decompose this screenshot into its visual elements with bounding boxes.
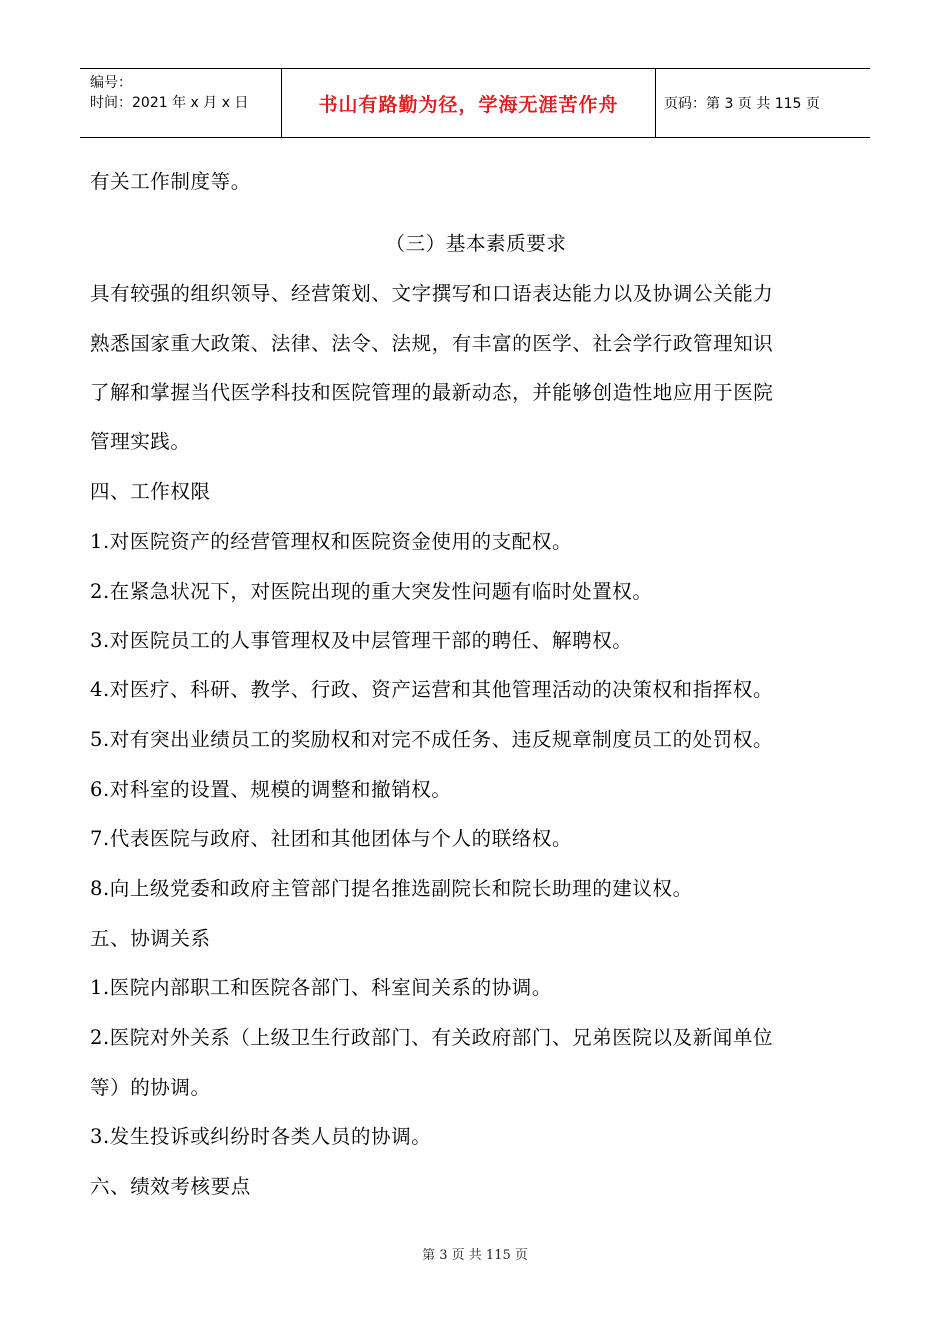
list-item: 2.在紧急状况下，对医院出现的重大突发性问题有临时处置权。 xyxy=(90,580,653,603)
list-item: 3.发生投诉或纠纷时各类人员的协调。 xyxy=(90,1125,432,1148)
header-motto: 书山有路勤为径，学海无涯苦作舟 xyxy=(282,69,656,137)
footer-page-number: 第 3 页 共 115 页 xyxy=(422,1248,528,1263)
list-item: 6.对科室的设置、规模的调整和撤销权。 xyxy=(90,778,452,801)
section-heading: 五、协调关系 xyxy=(90,927,211,950)
section-heading: 六、绩效考核要点 xyxy=(90,1175,251,1198)
body-line: 了解和掌握当代医学科技和医院管理的最新动态，并能够创造性地应用于医院 xyxy=(90,381,774,404)
header-number-label: 编号： xyxy=(90,75,132,91)
list-item: 3.对医院员工的人事管理权及中层管理干部的聘任、解聘权。 xyxy=(90,629,633,652)
list-item: 8.向上级党委和政府主管部门提名推选副院长和院长助理的建议权。 xyxy=(90,877,693,900)
section-heading: 四、工作权限 xyxy=(90,480,211,503)
body-line: 有关工作制度等。 xyxy=(90,170,251,193)
body-line: 熟悉国家重大政策、法律、法令、法规，有丰富的医学、社会学行政管理知识 xyxy=(90,332,774,355)
header-page-info: 页码：第 3 页 共 115 页 xyxy=(664,96,820,112)
header-meta xyxy=(80,69,282,137)
list-item: 1.医院内部职工和医院各部门、科室间关系的协调。 xyxy=(90,976,553,999)
list-item: 4.对医疗、科研、教学、行政、资产运营和其他管理活动的决策权和指挥权。 xyxy=(90,678,774,701)
list-item: 7.代表医院与政府、社团和其他团体与个人的联络权。 xyxy=(90,827,573,850)
list-item: 1.对医院资产的经营管理权和医院资金使用的支配权。 xyxy=(90,530,573,553)
list-item: 5.对有突出业绩员工的奖励权和对完不成任务、违反规章制度员工的处罚权。 xyxy=(90,728,774,751)
document-header xyxy=(80,68,870,138)
body-line: 管理实践。 xyxy=(90,430,191,453)
page-footer xyxy=(0,1244,950,1263)
section-heading: （三）基本素质要求 xyxy=(385,232,567,255)
header-date-label: 时间：2021 年 x 月 x 日 xyxy=(90,95,249,111)
body-line: 等）的协调。 xyxy=(90,1076,211,1099)
body-line: 具有较强的组织领导、经营策划、文字撰写和口语表达能力以及协调公关能力 xyxy=(90,282,774,305)
list-item: 2.医院对外关系（上级卫生行政部门、有关政府部门、兄弟医院以及新闻单位 xyxy=(90,1026,774,1049)
